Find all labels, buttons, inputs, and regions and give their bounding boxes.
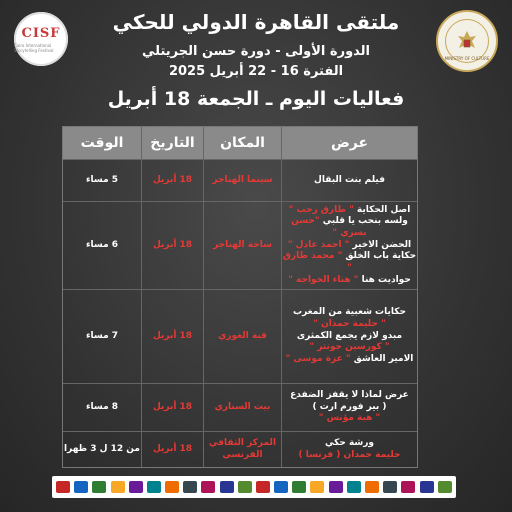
festival-logo-text: CISF [21,25,61,41]
sponsor-logo-icon [129,481,143,493]
sponsor-logo-icon [274,481,288,493]
show-line: الامير العاشق " عزة موسى " [285,354,414,365]
date-cell: 18 أبريل [141,290,203,383]
festival-logo [14,12,68,66]
place-cell: المركز الثقافي الفرنسي [203,432,281,467]
festival-title: ملتقى القاهرة الدولي للحكي [112,10,400,34]
sponsor-logo-icon [256,481,270,493]
sponsor-logo-icon [220,481,234,493]
sponsor-logo-icon [56,481,70,493]
sponsor-logo-icon [238,481,252,493]
table-row [63,383,417,431]
show-cell [281,290,417,383]
time-cell: من 12 ل 3 ظهرا [64,443,140,454]
show-line: " هبة مؤنس " [318,413,381,424]
show-line: " كورسين جونتر " [309,342,390,353]
today-heading: فعاليات اليوم ـ الجمعة 18 أبريل [107,88,405,110]
column-header-place: المكان [203,127,281,159]
show-line: حكاية باب الخلق " محمد طارق " [282,251,417,274]
sponsor-logo-icon [383,481,397,493]
table-row [63,289,417,383]
column-header-show: عرض [281,127,417,159]
table-row [63,159,417,201]
date-cell: 18 أبريل [141,202,203,289]
show-line: حواديت هنا " هناء الخواجة " [288,274,411,285]
time-cell: 5 مساء [85,174,119,185]
edition-text: الدورة الأولى - دورة حسن الجريتلي [141,44,370,59]
sponsor-logo-icon [201,481,215,493]
show-line: فيلم بنت البقال [314,174,385,185]
show-cell [281,160,417,201]
sponsor-logo-icon [401,481,415,493]
sponsor-logo-icon [111,481,125,493]
sponsor-logo-icon [74,481,88,493]
sponsor-logo-icon [147,481,161,493]
sponsor-logo-icon [292,481,306,493]
place-cell: بيت السناري [203,384,281,431]
place-cell: قبة الغوري [203,290,281,383]
time-cell: 8 مساء [85,401,119,412]
show-line: حكايات شعبية من المغرب [293,307,406,318]
show-line: ورشة حكي [324,437,375,448]
period-text: الفترة 16 - 22 أبريل 2025 [168,64,344,79]
show-line: " حليمة حمدان " [313,318,386,329]
festival-logo-subtext: Cairo International Storytelling Festival [14,42,54,53]
sponsor-logo-icon [365,481,379,493]
table-row [63,201,417,289]
sponsor-logo-icon [420,481,434,493]
ministry-logo [436,10,498,72]
column-header-date: التاريخ [141,127,203,159]
show-line: حليمة حمدان ( فرنسا ) [298,449,401,460]
show-line: ولسه بنحب يا قلبي "حسن بسري " [291,216,408,238]
show-line: الحضن الاخير " احمد عادل " [287,239,412,250]
sponsor-logo-icon [310,481,324,493]
ministry-logo-text: MINISTRY OF CULTURE [444,56,490,61]
show-cell [281,202,417,289]
date-cell: 18 أبريل [141,384,203,431]
sponsor-logo-icon [329,481,343,493]
place-cell: ساحة الهناجر [203,202,281,289]
place-cell: سينما الهناجر [203,160,281,201]
show-line: ( بير فورم ارت ) [312,401,387,412]
sponsor-logo-strip [52,476,456,498]
show-cell [281,384,417,431]
column-header-time: الوقت [63,127,141,159]
show-line: اصل الحكاية " طارق رجب " [288,204,411,215]
sponsor-logo-icon [165,481,179,493]
show-line: مبدو لازم يجمع الكمثرى [296,330,403,341]
show-cell [281,432,417,467]
time-cell: 6 مساء [85,239,119,250]
table-row [63,431,417,467]
sponsor-logo-icon [438,481,452,493]
sponsor-logo-icon [183,481,197,493]
schedule-table [62,126,418,468]
sponsor-logo-icon [347,481,361,493]
sponsor-logo-icon [92,481,106,493]
date-cell: 18 أبريل [141,432,203,467]
time-cell: 7 مساء [85,330,119,341]
date-cell: 18 أبريل [141,160,203,201]
show-line: عرض لماذا لا يقفز الضفدع [290,389,409,400]
